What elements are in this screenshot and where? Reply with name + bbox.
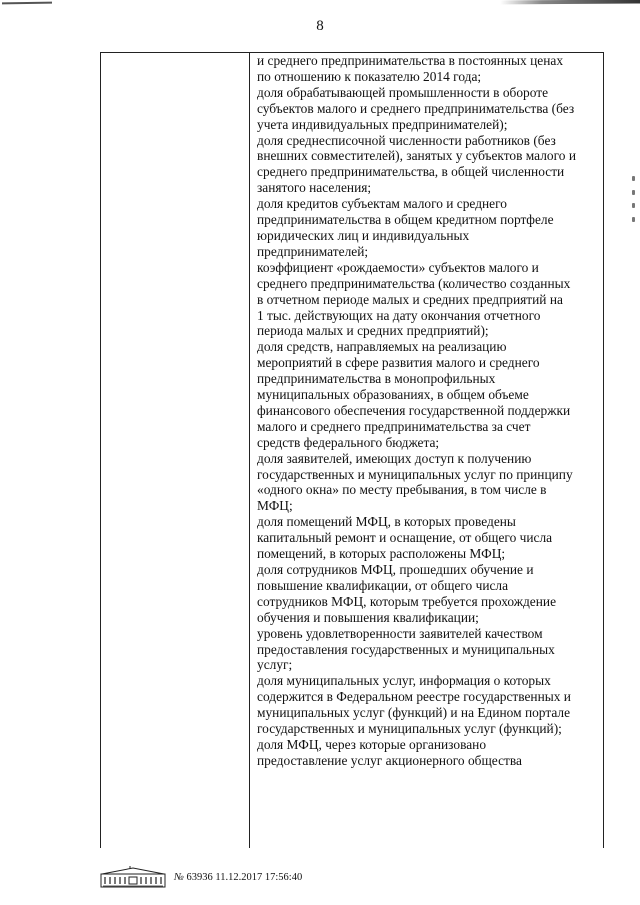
indicator-text-line: государственных и муниципальных услуг по принципу <box>257 466 573 482</box>
indicator-text-line: доля обрабатывающей промышленности в обороте <box>257 84 549 100</box>
indicator-text-line: финансового обеспечения государственной поддержки <box>257 402 571 418</box>
indicator-text-line: государственных и муниципальных услуг (функций); <box>257 721 562 737</box>
indicator-text-line: периода малых и средних предприятий); <box>257 323 489 339</box>
indicator-text-line: повышение квалификации, от общего числа <box>257 577 509 593</box>
indicator-text-line: помещений, в которых расположены МФЦ; <box>257 546 506 562</box>
indicator-text-line: доля кредитов субъектам малого и среднего <box>257 196 507 212</box>
document-number-symbol: № <box>174 871 184 883</box>
indicator-text-line: в отчетном периоде малых и средних предприятий на <box>257 291 563 307</box>
indicator-text-line: предоставления государственных и муниципальных <box>257 641 555 657</box>
scan-edge-artifact <box>0 0 640 6</box>
scan-mark-right <box>500 0 640 4</box>
document-footer <box>100 865 302 889</box>
indicator-text-line: среднего предпринимательства, в общей численности <box>257 164 565 180</box>
indicator-text-line: услуг; <box>257 657 293 673</box>
indicator-text-line: доля заявителей, имеющих доступ к получению <box>257 450 532 466</box>
indicator-text-line: юридических лиц и индивидуальных <box>257 227 470 243</box>
indicator-text-line: муниципальных услуг (функций) и на Едином портале <box>257 705 571 721</box>
indicator-text-line: доля МФЦ, через которые организовано <box>257 736 487 752</box>
indicator-text-line: МФЦ; <box>257 498 293 514</box>
indicator-text-line: содержится в Федеральном реестре государственных и <box>257 689 571 705</box>
indicator-text-line: предпринимательства в общем кредитном портфеле <box>257 212 554 228</box>
indicator-text-line: «одного окна» по месту пребывания, в том числе в <box>257 482 547 498</box>
indicator-text-line: мероприятий в сфере развития малого и среднего <box>257 355 540 371</box>
indicator-text-line: предпринимательства в монопрофильных <box>257 371 496 387</box>
margin-scan-mark <box>632 176 638 222</box>
indicator-text-line: сотрудников МФЦ, которым требуется прохождение <box>257 593 557 609</box>
indicator-text-line: внешних совместителей), занятых у субъектов малого и <box>257 148 576 164</box>
indicator-list-cell <box>257 53 603 769</box>
indicator-text-line: доля сотрудников МФЦ, прошедших обучение и <box>257 562 534 577</box>
indicator-text-line: муниципальных образованиях, в общем объеме <box>257 387 529 403</box>
document-number: 63936 <box>186 871 213 883</box>
scan-mark-left <box>2 2 52 5</box>
indicator-text-line: учета индивидуальных предпринимателей); <box>257 116 508 132</box>
indicator-text-line: доля муниципальных услуг, информация о которых <box>257 673 551 689</box>
indicator-table <box>100 52 604 848</box>
indicator-text-line: предоставление услуг акционерного общества <box>257 752 522 768</box>
document-registration-stamp <box>174 872 302 883</box>
indicator-text-line: малого и среднего предпринимательства за счет <box>257 418 531 434</box>
indicator-text-line: и среднего предпринимательства в постоянных ценах <box>257 53 564 68</box>
indicator-text-line: капитальный ремонт и оснащение, от общего числа <box>257 530 553 546</box>
indicator-text-line: занятого населения; <box>257 180 372 196</box>
indicator-text-line: доля среднесписочной численности работников (без <box>257 132 556 148</box>
indicator-text-line: среднего предпринимательства (количество созданных <box>257 275 571 291</box>
indicator-text-line: предпринимателей; <box>257 243 369 259</box>
indicator-text-line: доля средств, направляемых на реализацию <box>257 339 507 355</box>
government-building-stamp-icon <box>100 866 166 888</box>
indicator-text-line: по отношению к показателю 2014 года; <box>257 68 482 84</box>
column-divider <box>249 53 250 848</box>
indicator-text-line: коэффициент «рождаемости» субъектов малого и <box>257 259 539 275</box>
page-number: 8 <box>316 18 324 34</box>
indicator-text-line: обучения и повышения квалификации; <box>257 609 479 625</box>
indicator-text-line: уровень удовлетворенности заявителей качеством <box>257 625 543 641</box>
registration-timestamp: 11.12.2017 17:56:40 <box>215 871 303 883</box>
indicator-text-line: средств федерального бюджета; <box>257 434 440 450</box>
indicator-text-line: 1 тыс. действующих на дату окончания отчетного <box>257 307 541 323</box>
indicator-text-line: субъектов малого и среднего предпринимательства (без <box>257 100 575 116</box>
indicator-text-line: доля помещений МФЦ, в которых проведены <box>257 514 516 530</box>
